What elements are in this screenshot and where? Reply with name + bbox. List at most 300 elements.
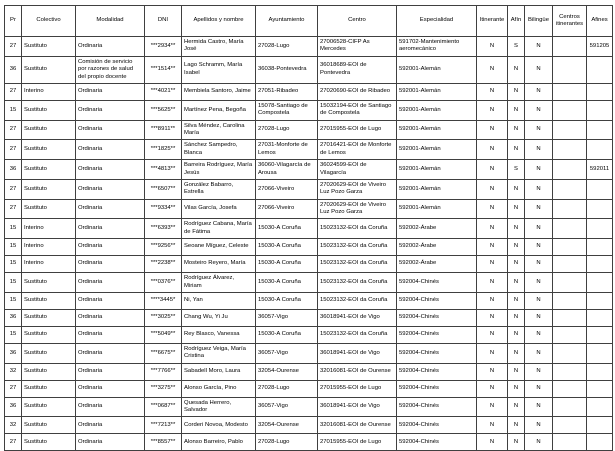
table-cell: 36024599-EOI de Vilagarcía [318,160,397,180]
table-cell [587,309,613,326]
table-cell: 15030-A Coruña [256,292,318,309]
table-cell: 27028-Lugo [256,434,318,451]
table-cell: Ordinaria [76,343,145,363]
table-row [5,219,613,239]
table-cell: Alonso García, Pino [182,380,256,397]
table-cell [587,120,613,140]
table-cell: Sustituto [22,56,76,83]
table-cell: N [525,273,553,293]
table-row [5,239,613,256]
table-cell: ***9334** [145,199,182,219]
table-cell [553,239,587,256]
table-cell: N [477,309,508,326]
table-cell: N [525,140,553,160]
table-cell [553,380,587,397]
table-cell [553,434,587,451]
table-cell: Corderi Novoa, Modesto [182,417,256,434]
table-cell: ***8557** [145,434,182,451]
table-cell: Sustituto [22,417,76,434]
table-cell [587,140,613,160]
table-cell: N [477,343,508,363]
table-cell: N [477,292,508,309]
table-cell [553,343,587,363]
table-cell: 27 [5,120,22,140]
table-cell: ***8911** [145,120,182,140]
table-cell [587,256,613,273]
table-row [5,120,613,140]
table-cell: 27006528-CIFP As Mercedes [318,37,397,57]
table-cell: N [477,417,508,434]
table-cell: N [525,343,553,363]
table-cell: 32016081-EOI de Ourense [318,363,397,380]
table-cell: ***5625** [145,100,182,120]
table-cell: 36 [5,397,22,417]
table-cell: Sustituto [22,199,76,219]
table-cell: N [477,363,508,380]
table-cell: 15030-A Coruña [256,219,318,239]
table-cell: Ordinaria [76,256,145,273]
table-cell: Chang Wu, Yi Ju [182,309,256,326]
table-cell: 592001-Alemán [397,160,477,180]
table-cell: 36038-Pontevedra [256,56,318,83]
table-row [5,37,613,57]
table-cell: N [477,179,508,199]
table-cell: N [508,397,525,417]
column-header: Centro [318,6,397,37]
table-cell: N [525,256,553,273]
table-cell: 15032194-EOI de Santiago de Compostela [318,100,397,120]
table-cell: Ordinaria [76,397,145,417]
table-cell: Sustituto [22,343,76,363]
table-cell: Ordinaria [76,83,145,100]
table-cell: 36018941-EOI de Vigo [318,343,397,363]
table-cell: Ordinaria [76,199,145,219]
table-cell: 592004-Chinés [397,434,477,451]
table-cell: 15030-A Coruña [256,239,318,256]
table-cell: N [477,256,508,273]
table-cell: 592004-Chinés [397,309,477,326]
table-cell: N [525,326,553,343]
table-cell [553,397,587,417]
column-header: Ayuntamiento [256,6,318,37]
column-header: Apellidos y nombre [182,6,256,37]
header-row [5,6,613,37]
column-header: Bilingüe [525,6,553,37]
table-cell: N [477,140,508,160]
table-cell: N [477,199,508,219]
table-row [5,179,613,199]
table-cell: N [525,120,553,140]
table-cell: ***4813** [145,160,182,180]
table-cell: Martínez Pena, Begoña [182,100,256,120]
table-cell: N [477,120,508,140]
table-cell: 27031-Monforte de Lemos [256,140,318,160]
table-cell: 27066-Viveiro [256,199,318,219]
table-row [5,434,613,451]
table-cell: N [477,380,508,397]
table-cell: 15 [5,292,22,309]
table-cell: 15023132-EOI da Coruña [318,292,397,309]
table-cell: 15 [5,256,22,273]
table-cell: Rey Blasco, Vanessa [182,326,256,343]
table-cell: N [525,37,553,57]
table-cell: N [508,309,525,326]
table-cell: 15 [5,219,22,239]
table-cell [587,273,613,293]
table-row [5,309,613,326]
table-cell: 15 [5,100,22,120]
table-cell: 592004-Chinés [397,292,477,309]
table-cell: 592002-Árabe [397,239,477,256]
table-cell: 27 [5,434,22,451]
table-cell: S [508,37,525,57]
table-cell: Rodríguez Álvarez, Miriam [182,273,256,293]
table-cell: N [525,199,553,219]
table-cell: 592001-Alemán [397,199,477,219]
table-cell: Ordinaria [76,239,145,256]
table-cell: 27 [5,199,22,219]
table-cell: N [477,397,508,417]
table-cell [553,120,587,140]
table-cell: 15023132-EOI da Coruña [318,273,397,293]
table-cell: 27028-Lugo [256,37,318,57]
table-cell: 592002-Árabe [397,219,477,239]
table-cell: Ordinaria [76,179,145,199]
table-cell: Sustituto [22,434,76,451]
table-cell: Sustituto [22,380,76,397]
table-cell: ***1825** [145,140,182,160]
table-cell: 36057-Vigo [256,309,318,326]
table-cell: 36018941-EOI de Vigo [318,309,397,326]
table-cell [587,100,613,120]
table-cell: Ordinaria [76,273,145,293]
table-cell: González Babarro, Estrella [182,179,256,199]
table-cell: N [477,37,508,57]
table-cell: 591702-Mantenimiento aeromecánico [397,37,477,57]
table-cell: 27066-Viveiro [256,179,318,199]
table-cell: N [508,256,525,273]
table-cell [553,273,587,293]
table-cell: Sustituto [22,292,76,309]
table-cell: N [525,309,553,326]
table-cell: N [508,100,525,120]
table-cell: 592002-Árabe [397,256,477,273]
table-row [5,83,613,100]
table-cell [587,179,613,199]
table-cell: N [525,219,553,239]
table-cell: 15023132-EOI da Coruña [318,219,397,239]
table-cell: 592001-Alemán [397,100,477,120]
table-cell [553,56,587,83]
table-cell: N [508,179,525,199]
table-cell: N [508,434,525,451]
column-header: Especialidad [397,6,477,37]
table-cell: 27028-Lugo [256,120,318,140]
table-cell: Ordinaria [76,100,145,120]
column-header: Itinerante [477,6,508,37]
table-cell: 36 [5,160,22,180]
table-cell [553,363,587,380]
table-cell: Ordinaria [76,219,145,239]
table-cell: N [508,343,525,363]
table-cell: 27 [5,380,22,397]
table-cell: Sustituto [22,100,76,120]
table-cell: 32 [5,417,22,434]
table-row [5,100,613,120]
table-cell: 15 [5,326,22,343]
table-cell: 592004-Chinés [397,363,477,380]
table-row [5,292,613,309]
table-cell [587,343,613,363]
table-cell: 15 [5,239,22,256]
table-cell: 15023132-EOI da Coruña [318,326,397,343]
table-cell: ***7766** [145,363,182,380]
table-body [5,37,613,451]
table-cell: S [508,160,525,180]
column-header: Modalidad [76,6,145,37]
table-cell [587,292,613,309]
table-cell: 27051-Ribadeo [256,83,318,100]
table-cell [587,56,613,83]
assignment-table [4,5,613,451]
table-cell: Sabadell Moro, Laura [182,363,256,380]
table-cell: ***6507** [145,179,182,199]
table-cell: 27020690-EOI de Ribadeo [318,83,397,100]
table-row [5,417,613,434]
table-row [5,256,613,273]
table-cell: 27028-Lugo [256,380,318,397]
table-cell: Sustituto [22,179,76,199]
table-cell: 32 [5,363,22,380]
table-cell: Ordinaria [76,37,145,57]
table-cell: 591205 [587,37,613,57]
table-cell: N [508,273,525,293]
table-cell: N [525,239,553,256]
table-cell: Sustituto [22,120,76,140]
table-cell: ***2238** [145,256,182,273]
table-cell: 15030-A Coruña [256,326,318,343]
table-cell: Sustituto [22,363,76,380]
table-cell: 15023132-EOI da Coruña [318,239,397,256]
table-cell [553,140,587,160]
table-cell: N [477,219,508,239]
table-cell: 592001-Alemán [397,120,477,140]
table-cell: N [525,292,553,309]
column-header: Colectivo [22,6,76,37]
table-cell: 36 [5,309,22,326]
column-header: DNI [145,6,182,37]
table-cell: N [525,179,553,199]
table-cell: Sustituto [22,140,76,160]
table-cell: Ordinaria [76,326,145,343]
table-cell: Quesada Herrero, Salvador [182,397,256,417]
table-cell: 36 [5,56,22,83]
table-cell [553,417,587,434]
table-row [5,56,613,83]
table-cell: Sánchez Sampedro, Blanca [182,140,256,160]
table-cell: 36060-Vilagarcía de Arousa [256,160,318,180]
table-cell: N [508,199,525,219]
table-cell: ***7213** [145,417,182,434]
table-cell: Sustituto [22,273,76,293]
table-cell: 15030-A Coruña [256,273,318,293]
table-cell: Alonso Barreiro, Pablo [182,434,256,451]
table-cell: Ordinaria [76,363,145,380]
table-cell: N [508,219,525,239]
table-cell: Sustituto [22,37,76,57]
table-cell: ***9256** [145,239,182,256]
table-cell: 27015955-EOI de Lugo [318,434,397,451]
table-cell: 592001-Alemán [397,56,477,83]
table-cell: Vilas García, Josefa [182,199,256,219]
table-cell: 27 [5,83,22,100]
table-cell: N [477,83,508,100]
table-cell: N [477,100,508,120]
table-cell: N [508,140,525,160]
table-cell: ***2934** [145,37,182,57]
table-cell: 32054-Ourense [256,363,318,380]
table-row [5,199,613,219]
table-cell [587,397,613,417]
table-cell: 27015955-EOI de Lugo [318,380,397,397]
table-cell: 592011 [587,160,613,180]
table-cell: 36018689-EOI de Pontevedra [318,56,397,83]
table-cell [587,326,613,343]
table-cell: Sustituto [22,397,76,417]
table-cell: 15 [5,273,22,293]
table-cell: 592001-Alemán [397,179,477,199]
table-cell: 15023132-EOI da Coruña [318,256,397,273]
table-cell: 27 [5,37,22,57]
table-cell: 36018941-EOI de Vigo [318,397,397,417]
table-row [5,326,613,343]
table-cell [587,199,613,219]
table-cell [553,83,587,100]
table-cell: Seoane Míguez, Celeste [182,239,256,256]
table-cell [553,256,587,273]
table-cell: N [508,56,525,83]
table-cell: Barreira Rodríguez, María Jesús [182,160,256,180]
table-cell: Mosteiro Reyero, María [182,256,256,273]
table-row [5,363,613,380]
table-cell: ***1514** [145,56,182,83]
table-cell: 32054-Ourense [256,417,318,434]
table-cell: Ordinaria [76,140,145,160]
table-cell: Ordinaria [76,292,145,309]
table-cell: 27016421-EOI de Monforte de Lemos [318,140,397,160]
table-cell: ****3445* [145,292,182,309]
table-cell: ***0687** [145,397,182,417]
table-cell: 27015955-EOI de Lugo [318,120,397,140]
table-cell [587,363,613,380]
table-cell [587,417,613,434]
table-cell: Hermida Castro, María José [182,37,256,57]
table-cell: 36057-Vigo [256,397,318,417]
table-cell: Interino [22,219,76,239]
table-cell: N [508,292,525,309]
table-cell: N [525,380,553,397]
table-cell: 32016081-EOI de Ourense [318,417,397,434]
table-cell [587,239,613,256]
table-cell: Ordinaria [76,380,145,397]
table-cell: 592004-Chinés [397,273,477,293]
table-cell: N [525,83,553,100]
table-cell: N [525,56,553,83]
table-cell: N [525,434,553,451]
table-cell: N [525,100,553,120]
table-cell: Ordinaria [76,160,145,180]
table-cell: N [508,83,525,100]
table-cell: 27020629-EOI de Viveiro Luz Pozo Garza [318,179,397,199]
table-cell [587,83,613,100]
table-row [5,140,613,160]
table-cell: N [508,417,525,434]
table-cell: Lago Schramm, María Isabel [182,56,256,83]
table-cell [553,37,587,57]
table-cell: Ordinaria [76,434,145,451]
table-cell: Sustituto [22,309,76,326]
table-cell: Rodríguez Cabana, María de Fátima [182,219,256,239]
table-cell: 592004-Chinés [397,326,477,343]
table-cell: N [508,326,525,343]
column-header: Afines [587,6,613,37]
table-cell [553,326,587,343]
table-cell: ***3025** [145,309,182,326]
table-cell: 15078-Santiago de Compostela [256,100,318,120]
table-cell: 592004-Chinés [397,343,477,363]
table-cell: 36057-Vigo [256,343,318,363]
table-cell: ***0376** [145,273,182,293]
table-cell: N [525,363,553,380]
table-cell: Ordinaria [76,120,145,140]
column-header: Centros itinerantes [553,6,587,37]
table-cell: ***3275** [145,380,182,397]
table-row [5,273,613,293]
table-cell [553,292,587,309]
table-cell: Comisión de servicio por razones de salud del propio docente [76,56,145,83]
table-cell [587,380,613,397]
table-cell: N [477,239,508,256]
table-cell: 36 [5,343,22,363]
table-cell: Sustituto [22,160,76,180]
table-cell: 15030-A Coruña [256,256,318,273]
table-cell [553,219,587,239]
table-cell: ***6675** [145,343,182,363]
table-row [5,380,613,397]
table-cell: Silva Méndez, Carolina María [182,120,256,140]
column-header: Pr [5,6,22,37]
table-cell [587,434,613,451]
table-cell: 592004-Chinés [397,380,477,397]
table-cell [587,219,613,239]
table-cell: Interino [22,256,76,273]
table-cell [553,309,587,326]
table-cell: ***6393** [145,219,182,239]
table-row [5,397,613,417]
table-cell: N [508,363,525,380]
table-cell: ***4021** [145,83,182,100]
table-cell: N [508,380,525,397]
column-header: Afín [508,6,525,37]
table-cell: N [477,434,508,451]
table-cell: Sustituto [22,326,76,343]
table-cell: Ni, Yan [182,292,256,309]
table-cell: ***5049** [145,326,182,343]
table-cell [553,179,587,199]
table-cell: 592001-Alemán [397,83,477,100]
table-cell [553,160,587,180]
table-cell: N [477,273,508,293]
